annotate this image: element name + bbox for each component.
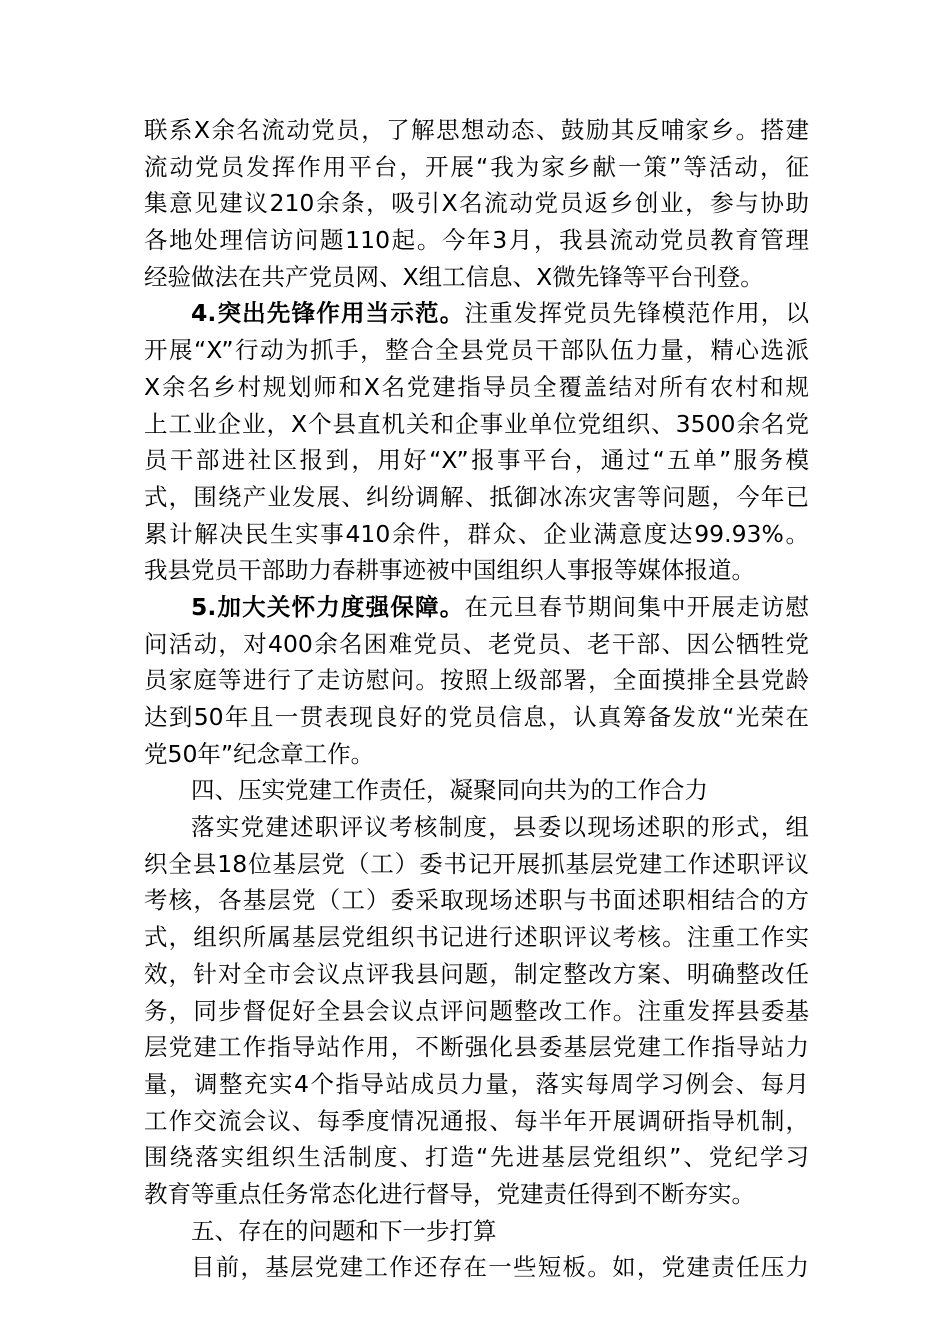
text-line: 式，组织所属基层党组织书记进行述职评议考核。注重工作实	[144, 923, 809, 952]
section-heading-five: 五、存在的问题和下一步打算	[191, 1216, 497, 1245]
section-4-first-line-text: 注重发挥党员先锋模范作用，以	[464, 299, 810, 328]
text-line: X余名乡村规划师和X名党建指导员全覆盖结对所有农村和规	[144, 372, 809, 401]
text-line: 累计解决民生实事410余件，群众、企业满意度达99.93%。	[144, 519, 809, 548]
text-line: 层党建工作指导站作用，不断强化县委基层党建工作指导站力	[144, 1033, 809, 1062]
text-line: 考核，各基层党（工）委采取现场述职与书面述职相结合的方	[144, 886, 809, 915]
text-line: 落实党建述职评议考核制度，县委以现场述职的形式，组	[191, 813, 809, 842]
text-line: 上工业企业，X个县直机关和企事业单位党组织、3500余名党	[144, 409, 809, 438]
text-line: 围绕落实组织生活制度、打造“先进基层党组织”、党纪学习	[144, 1143, 809, 1172]
section-heading-four: 四、压实党建工作责任，凝聚同向共为的工作合力	[191, 776, 708, 805]
text-line: 员干部进社区报到，用好“X”报事平台，通过“五单”服务模	[144, 446, 809, 475]
text-line: 集意见建议210余条，吸引X名流动党员返乡创业，参与协助	[144, 189, 809, 218]
text-line: 党50年”纪念章工作。	[144, 739, 375, 768]
text-line: 工作交流会议、每季度情况通报、每半年开展调研指导机制，	[144, 1106, 809, 1135]
text-line: 式，围绕产业发展、纠纷调解、抵御冰冻灾害等问题，今年已	[144, 482, 809, 511]
section-5-heading: 5.加大关怀力度强保障。	[191, 592, 465, 621]
text-line: 织全县18位基层党（工）委书记开展抓基层党建工作述职评议	[144, 849, 809, 878]
text-line: 各地处理信访问题110起。今年3月，我县流动党员教育管理	[144, 226, 809, 255]
section-5-first-line	[144, 589, 809, 626]
text-line: 效，针对全市会议点评我县问题，制定整改方案、明确整改任	[144, 959, 809, 988]
text-line: 联系X余名流动党员，了解思想动态、鼓励其反哺家乡。搭建	[144, 116, 809, 144]
text-line: 我县党员干部助力春耕事迹被中国组织人事报等媒体报道。	[144, 556, 755, 585]
text-line: 开展“X”行动为抓手，整合全县党员干部队伍力量，精心选派	[144, 336, 809, 365]
text-line: 问活动，对400余名困难党员、老党员、老干部、因公牺牲党	[144, 629, 809, 658]
text-line: 务，同步督促好全县会议点评问题整改工作。注重发挥县委基	[144, 996, 809, 1025]
text-line: 教育等重点任务常态化进行督导，党建责任得到不断夯实。	[144, 1179, 755, 1208]
text-line: 达到50年且一贯表现良好的党员信息，认真筹备发放“光荣在	[144, 703, 809, 731]
section-5-first-line-text: 在元旦春节期间集中开展走访慰	[464, 592, 810, 621]
section-4-heading: 4.突出先锋作用当示范。	[191, 299, 465, 328]
text-line: 员家庭等进行了走访慰问。按照上级部署，全面摸排全县党龄	[144, 666, 809, 695]
text-line: 经验做法在共产党员网、X组工信息、X微先锋等平台刊登。	[144, 262, 764, 291]
text-line: 目前，基层党建工作还存在一些短板。如，党建责任压力	[191, 1253, 809, 1282]
document-page	[144, 112, 809, 1286]
text-line: 流动党员发挥作用平台，开展“我为家乡献一策”等活动，征	[144, 152, 809, 181]
section-4-first-line	[144, 295, 809, 332]
text-line: 量，调整充实4个指导站成员力量，落实每周学习例会、每月	[144, 1069, 809, 1098]
